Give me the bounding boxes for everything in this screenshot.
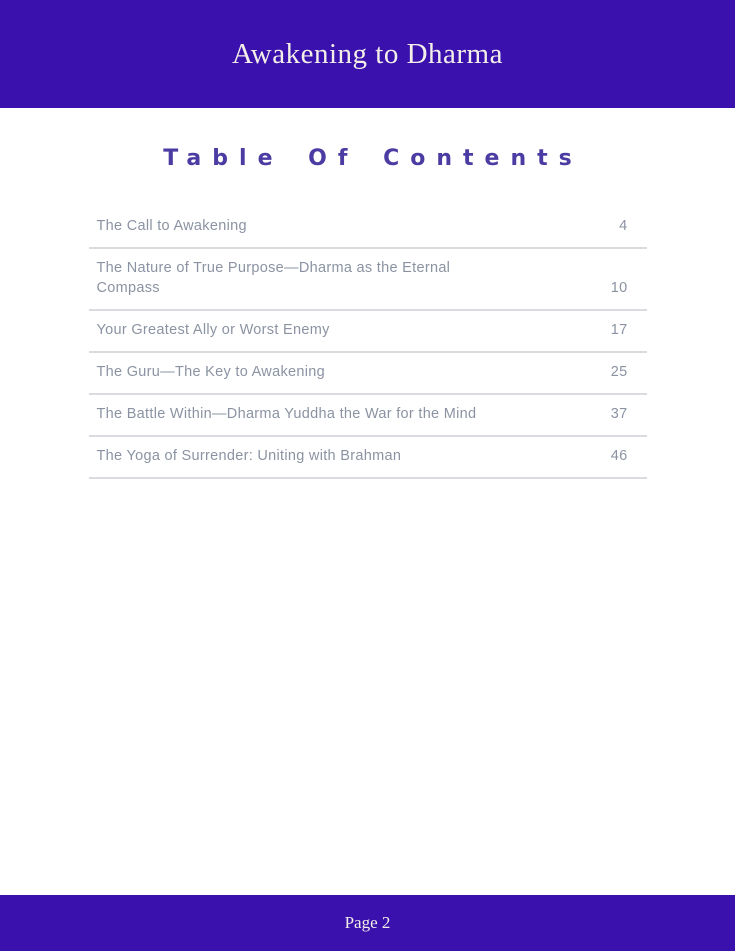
toc-entry-title: The Yoga of Surrender: Uniting with Brahman [96,448,402,464]
toc-entry-title: The Call to Awakening [96,218,247,234]
toc-entry-page: 46 [610,448,628,464]
toc-entry-title: The Battle Within—Dharma Yuddha the War for the Mind [96,406,477,422]
toc-entry-title: The Nature of True Purpose—Dharma as the Eternal Compass [96,260,451,296]
toc-entry-page: 17 [610,322,628,338]
toc-entry-page: 4 [619,218,628,234]
toc-entry [89,395,647,437]
toc-entry-page: 25 [610,364,628,380]
footer-band [0,895,735,951]
toc-entry [89,353,647,395]
toc-entry [89,311,647,353]
toc-entry [89,249,647,311]
toc-entry-page: 10 [610,280,628,296]
toc-entry-title: Your Greatest Ally or Worst Enemy [96,322,330,338]
toc-entry-title: The Guru—The Key to Awakening [96,364,325,380]
header-band [0,0,735,108]
toc-entry [89,437,647,479]
page-number-label: Page 2 [344,913,391,932]
book-title: Awakening to Dharma [232,37,503,70]
toc-list [89,207,647,479]
main-content [0,108,735,895]
toc-entry [89,207,647,249]
toc-entry-page: 37 [610,406,628,422]
toc-heading: Table Of Contents [163,146,583,171]
